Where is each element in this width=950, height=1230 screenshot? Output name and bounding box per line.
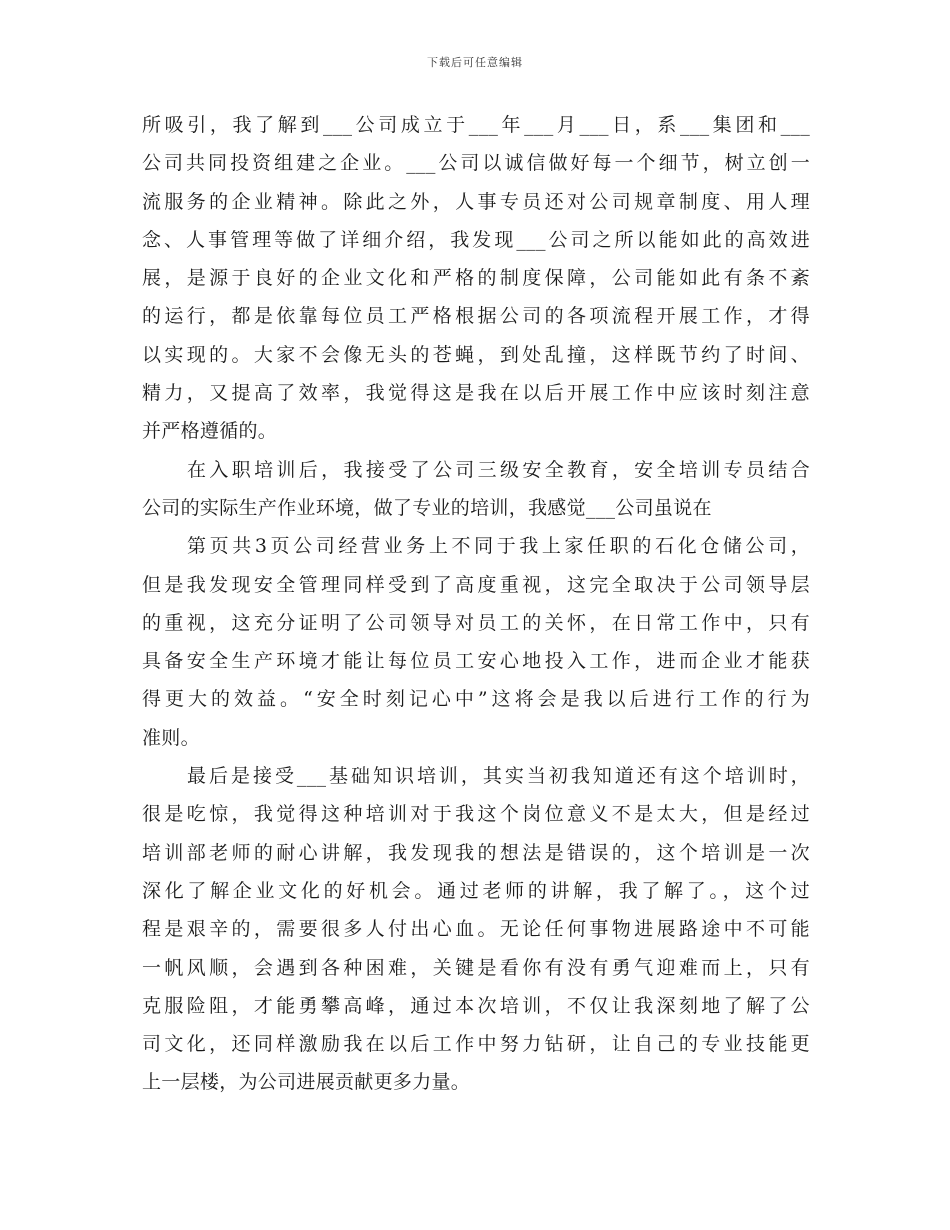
text-line: 上一层楼，为公司进展贡献更多力量。 <box>142 1071 471 1094</box>
text-line: 准则。 <box>142 726 200 749</box>
text-line: 的重视，这充分证明了公司领导对员工的关怀，在日常工作中，只有 <box>142 611 810 634</box>
text-line: 克服险阻，才能勇攀高峰，通过本次培训，不仅让我深刻地了解了公 <box>142 994 810 1017</box>
text-line: 所吸引，我了解到___公司成立于___年___月___日，系___集团和___ <box>142 114 810 136</box>
text-line: 司文化，还同样激励我在以后工作中努力钻研，让自己的专业技能更 <box>142 1033 810 1056</box>
document-body <box>142 106 810 1102</box>
page-header: 下载后可任意编辑 <box>427 56 523 69</box>
text-line: 但是我发现安全管理同样受到了高度重视，这完全取决于公司领导层 <box>142 573 810 596</box>
text-line: 在入职培训后，我接受了公司三级安全教育，安全培训专员结合 <box>187 458 810 481</box>
text-line: 很是吃惊，我觉得这种培训对于我这个岗位意义不是太大，但是经过 <box>142 803 810 826</box>
text-line: 展，是源于良好的企业文化和严格的制度保障，公司能如此有条不紊 <box>142 267 810 290</box>
text-line: 深化了解企业文化的好机会。通过老师的讲解，我了解了。，这个过 <box>142 879 810 902</box>
text-line: 得更大的效益。“安全时刻记心中”这将会是我以后进行工作的行为 <box>142 688 810 711</box>
text-line: 公司的实际生产作业环境，做了专业的培训，我感觉___公司虽说在 <box>142 496 712 519</box>
text-line: 第页共3页公司经营业务上不同于我上家任职的石化仓储公司， <box>187 535 810 558</box>
text-line: 以实现的。大家不会像无头的苍蝇，到处乱撞，这样既节约了时间、 <box>142 343 810 366</box>
text-line: 一帆风顺，会遇到各种困难，关键是看你有没有勇气迎难而上，只有 <box>142 956 810 979</box>
text-line: 具备安全生产环境才能让每位员工安心地投入工作，进而企业才能获 <box>142 650 810 673</box>
text-line: 程是艰辛的，需要很多人付出心血。无论任何事物进展路途中不可能 <box>142 918 810 941</box>
text-line: 精力，又提高了效率，我觉得这是我在以后开展工作中应该时刻注意 <box>142 382 810 405</box>
text-line: 公司共同投资组建之企业。___公司以诚信做好每一个细节，树立创一 <box>142 152 810 175</box>
text-line: 培训部老师的耐心讲解，我发现我的想法是错误的，这个培训是一次 <box>142 841 810 864</box>
text-line: 念、人事管理等做了详细介绍，我发现___公司之所以能如此的高效进 <box>142 228 810 251</box>
text-line: 并严格遵循的。 <box>142 420 278 443</box>
text-line: 最后是接受___基础知识培训，其实当初我知道还有这个培训时， <box>187 765 810 788</box>
text-line: 流服务的企业精神。除此之外，人事专员还对公司规章制度、用人理 <box>142 190 810 213</box>
text-line: 的运行，都是依靠每位员工严格根据公司的各项流程开展工作，才得 <box>142 305 810 328</box>
